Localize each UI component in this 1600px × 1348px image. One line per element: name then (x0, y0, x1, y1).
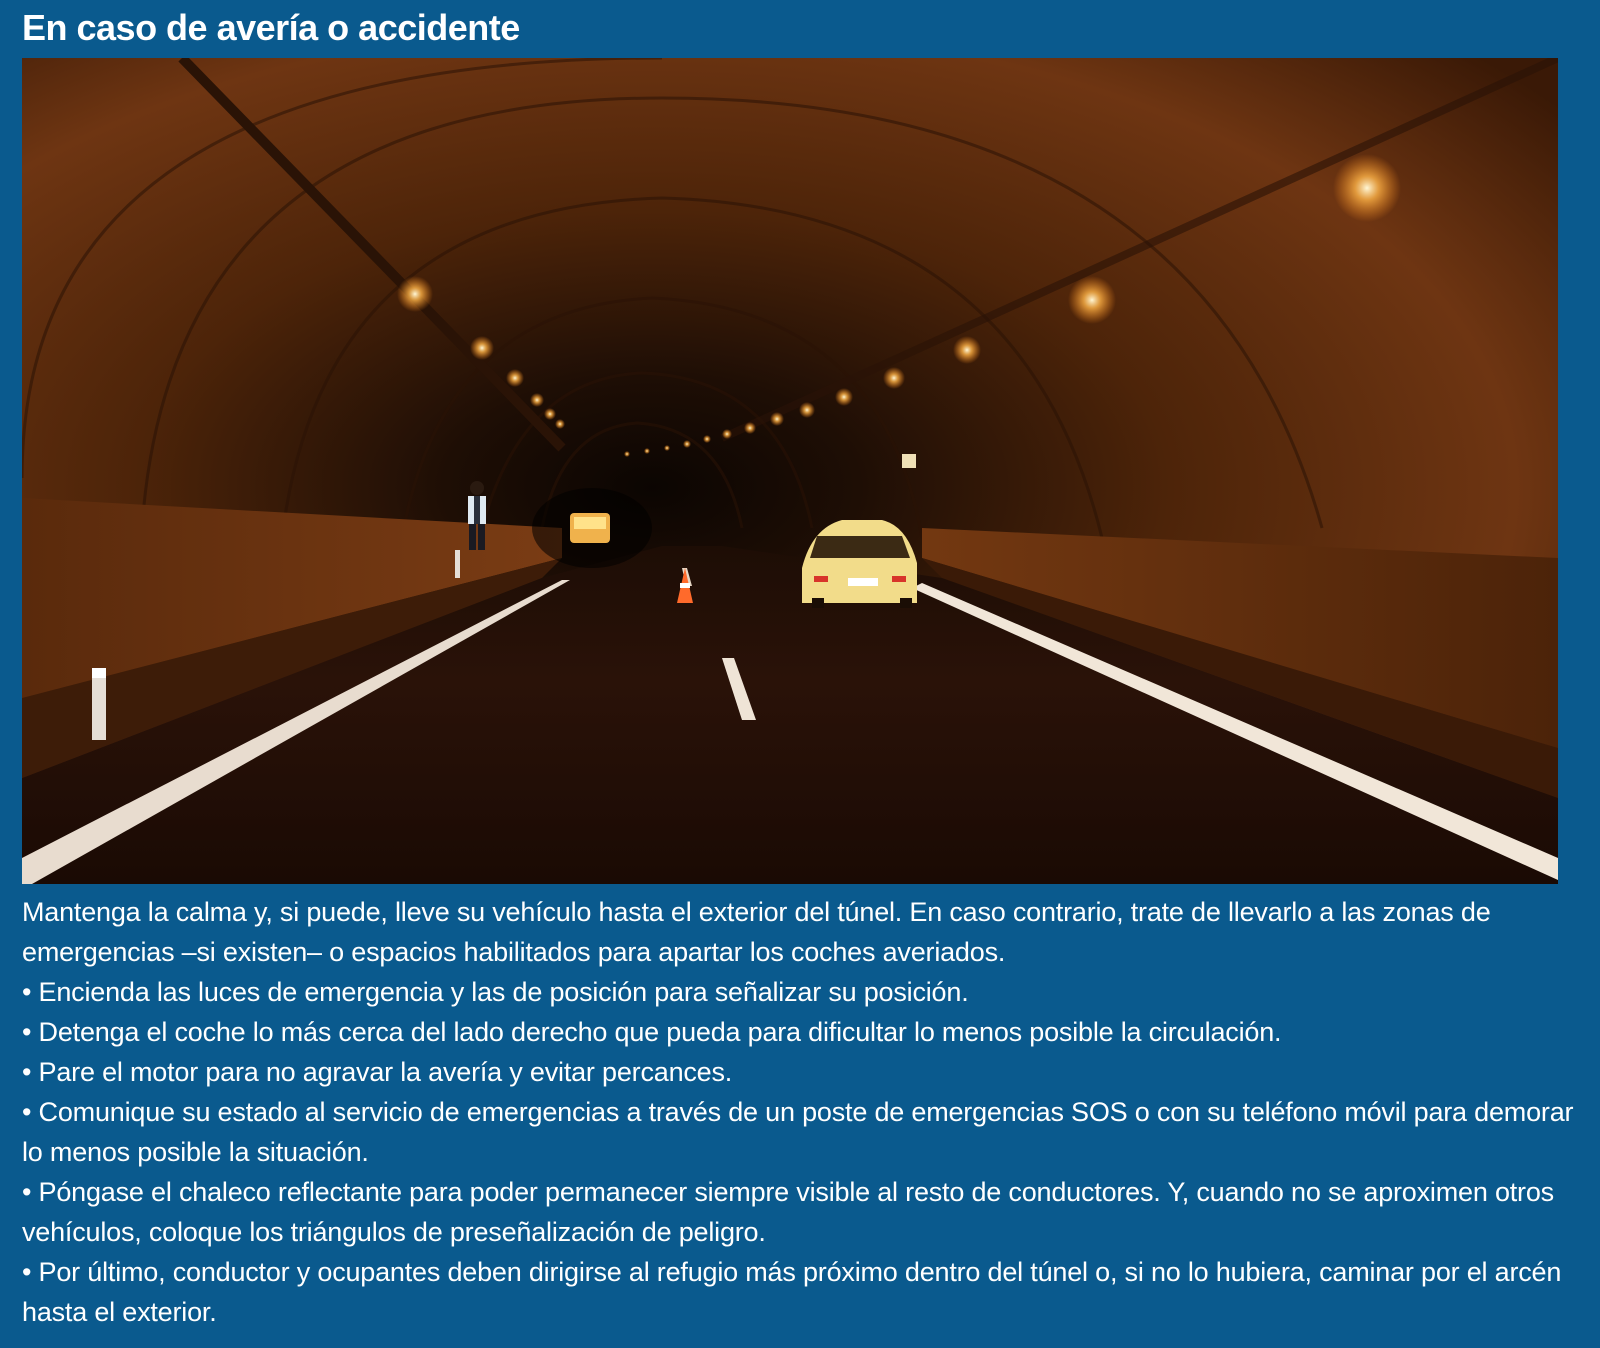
bullet-item: • Por último, conductor y ocupantes deben dirigirse al refugio más próximo dentro del túnel o, si no lo hubiera, caminar por el arcén hasta el exterior. (22, 1257, 1562, 1327)
article-title: En caso de avería o accidente (22, 7, 520, 48)
bullet-item: • Comunique su estado al servicio de emergencias a través de un poste de emergencias SOS o con su teléfono móvil para demorar lo menos posible la situación. (22, 1097, 1574, 1167)
tunnel-photo (22, 58, 1558, 884)
article-body (22, 892, 1578, 1332)
bullet-item: • Pare el motor para no agravar la avería y evitar percances. (22, 1057, 733, 1087)
bullet-item: • Encienda las luces de emergencia y las de posición para señalizar su posición. (22, 977, 969, 1007)
intro-paragraph: Mantenga la calma y, si puede, lleve su vehículo hasta el exterior del túnel. En caso contrario, trate de llevarlo a las zonas de emergencias –si existen– o espacios habilitados para apartar los coches averiados. (22, 897, 1491, 967)
bullet-item: • Detenga el coche lo más cerca del lado derecho que pueda para dificultar lo menos posible la circulación. (22, 1017, 1282, 1047)
bullet-item: • Póngase el chaleco reflectante para poder permanecer siempre visible al resto de conductores. Y, cuando no se aproximen otros vehículos, coloque los triángulos de preseñalización de peligro. (22, 1177, 1554, 1247)
